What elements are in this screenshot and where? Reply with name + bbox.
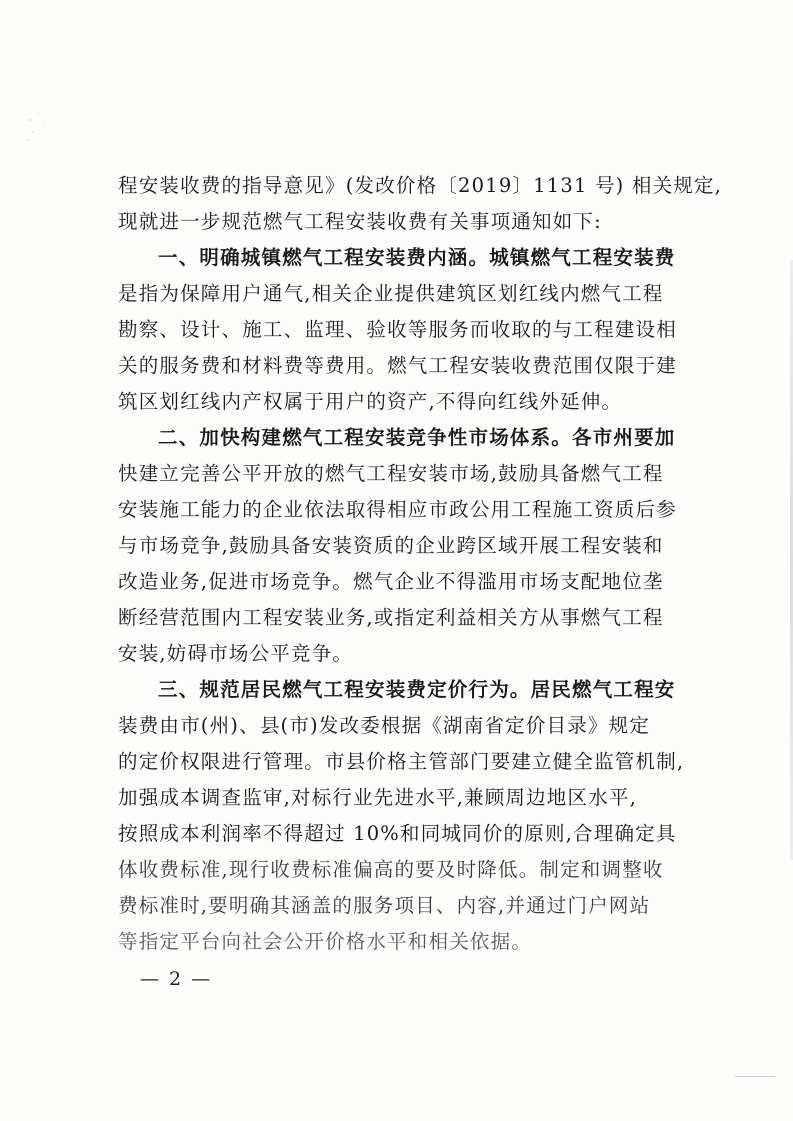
body-line: 关的服务费和材料费等费用。燃气工程安装收费范围仅限于建 [118, 354, 677, 377]
body-line: 程安装收费的指导意见》(发改价格〔2019〕1131 号) 相关规定, [118, 174, 723, 197]
body-line: 是指为保障用户通气,相关企业提供建筑区划红线内燃气工程 [118, 282, 664, 305]
body-line: 等指定平台向社会公开价格水平和相关依据。 [118, 930, 533, 953]
section-heading-1: 一、明确城镇燃气工程安装费内涵。城镇燃气工程安装费 [158, 246, 676, 269]
body-line: 勘察、设计、施工、监理、验收等服务而收取的与工程建设相 [118, 318, 677, 341]
section-heading-2: 二、加快构建燃气工程安装竞争性市场体系。各市州要加 [158, 426, 676, 449]
body-line: 断经营范围内工程安装业务,或指定利益相关方从事燃气工程 [118, 606, 664, 629]
body-line: 费标准时,要明确其涵盖的服务项目、内容,并通过门户网站 [118, 894, 651, 917]
scan-edge-mark [735, 1076, 775, 1077]
section-heading-3: 三、规范居民燃气工程安装费定价行为。居民燃气工程安 [158, 678, 676, 701]
scan-speckle [24, 110, 64, 150]
body-line: 与市场竞争,鼓励具备安装资质的企业跨区域开展工程安装和 [118, 534, 664, 557]
body-line: 加强成本调查监审,对标行业先进水平,兼顾周边地区水平, [118, 786, 637, 809]
body-line: 快建立完善公平开放的燃气工程安装市场,鼓励具备燃气工程 [118, 462, 664, 485]
page-number: — 2 — [140, 968, 213, 990]
body-line: 体收费标准,现行收费标准偏高的要及时降低。制定和调整收 [118, 858, 664, 881]
document-body [118, 168, 723, 960]
body-line: 现就进一步规范燃气工程安装收费有关事项通知如下: [118, 210, 602, 233]
body-line: 筑区划红线内产权属于用户的资产,不得向红线外延伸。 [118, 390, 623, 413]
body-line: 按照成本利润率不得超过 10%和同城同价的原则,合理确定具 [118, 822, 677, 845]
body-line: 安装,妨碍市场公平竞争。 [118, 642, 354, 665]
body-line: 安装施工能力的企业依法取得相应市政公用工程施工资质后参 [118, 498, 677, 521]
body-line: 改造业务,促进市场竞争。燃气企业不得滥用市场支配地位垄 [118, 570, 664, 593]
body-line: 装费由市(州)、县(市)发改委根据《湖南省定价目录》规定 [118, 714, 651, 737]
body-line: 的定价权限进行管理。市县价格主管部门要建立健全监管机制, [118, 750, 685, 773]
